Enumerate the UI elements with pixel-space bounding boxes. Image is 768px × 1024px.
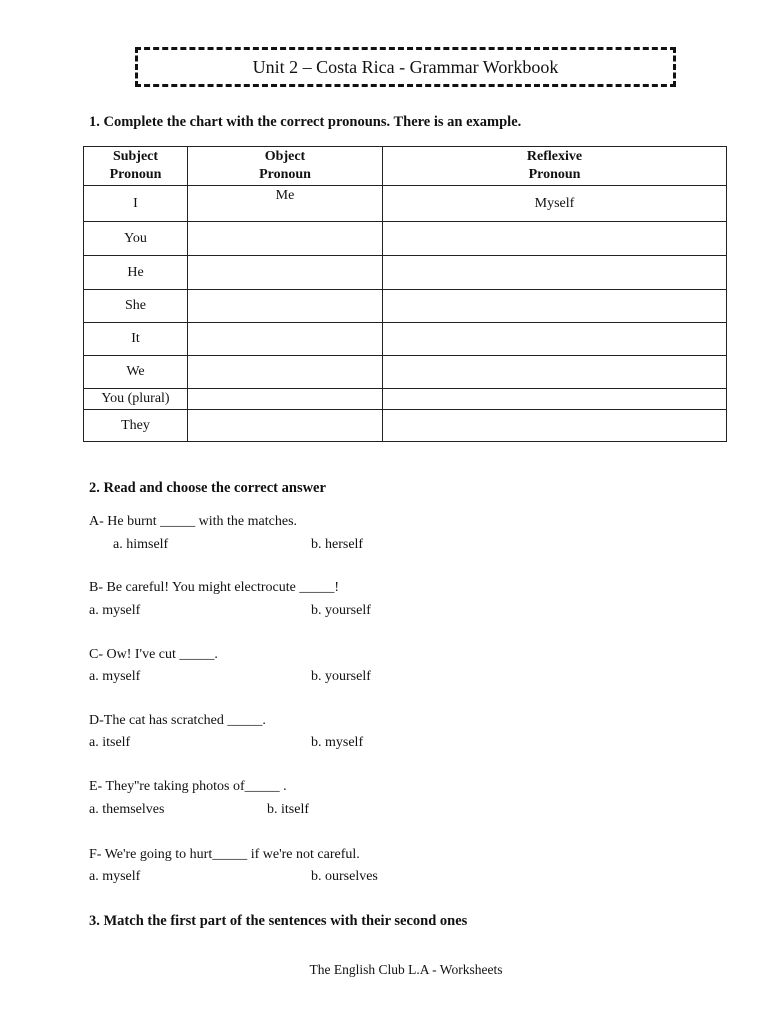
object-cell [188,389,383,410]
reflexive-cell [383,222,727,256]
section1-heading: 1. Complete the chart with the correct pronouns. There is an example. [89,114,522,130]
subject-cell: They [84,410,188,442]
question-f-option-a: a. myself [89,869,141,884]
reflexive-cell [383,356,727,389]
question-a-option-b: b. herself [311,537,364,552]
question-e-option-a: a. themselves [89,802,165,817]
table-row [84,290,727,323]
header-reflexive-pronoun: Reflexive Pronoun [383,147,727,186]
question-b-option-b: b. yourself [311,603,371,618]
section2-heading: 2. Read and choose the correct answer [89,480,326,496]
worksheet-title: Unit 2 – Costa Rica - Grammar Workbook [135,47,676,87]
reflexive-cell [383,323,727,356]
subject-cell: You [84,222,188,256]
reflexive-cell [383,290,727,323]
question-c-option-a: a. myself [89,669,141,684]
table-row [84,222,727,256]
reflexive-cell [383,410,727,442]
header-object-pronoun: Object Pronoun [188,147,383,186]
page-footer: The English Club L.A - Worksheets [309,962,503,977]
question-f-option-b: b. ourselves [311,869,378,884]
question-c-prompt: C- Ow! I've cut _____. [89,647,218,662]
question-c-option-b: b. yourself [311,669,371,684]
reflexive-cell: Myself [383,186,727,222]
chart-header-row [84,147,727,186]
object-cell [188,356,383,389]
subject-cell: She [84,290,188,323]
table-row [84,186,727,222]
subject-cell: We [84,356,188,389]
reflexive-cell [383,389,727,410]
reflexive-cell [383,256,727,290]
object-cell: Me [188,186,383,222]
subject-cell: I [84,186,188,222]
question-e-option-b: b. itself [267,802,309,817]
object-cell [188,256,383,290]
header-subject-pronoun: Subject Pronoun [84,147,188,186]
object-cell [188,290,383,323]
table-row [84,389,727,410]
table-row [84,323,727,356]
subject-cell: He [84,256,188,290]
question-d-prompt: D-The cat has scratched _____. [89,713,266,728]
question-d-option-a: a. itself [89,735,131,750]
question-b-option-a: a. myself [89,603,141,618]
question-d-option-b: b. myself [311,735,364,750]
table-row [84,356,727,389]
question-f-prompt: F- We're going to hurt_____ if we're not careful. [89,847,360,862]
section3-heading: 3. Match the first part of the sentences with their second ones [89,913,468,929]
object-cell [188,323,383,356]
subject-cell: It [84,323,188,356]
question-b-prompt: B- Be careful! You might electrocute _____! [89,580,339,595]
object-cell [188,222,383,256]
object-cell [188,410,383,442]
question-e-prompt: E- They''re taking photos of_____ . [89,779,287,794]
question-a-prompt: A- He burnt _____ with the matches. [89,514,298,529]
subject-cell: You (plural) [84,389,188,410]
table-row [84,256,727,290]
table-row [84,410,727,442]
question-a-option-a: a. himself [113,537,169,552]
pronoun-chart [83,146,727,442]
